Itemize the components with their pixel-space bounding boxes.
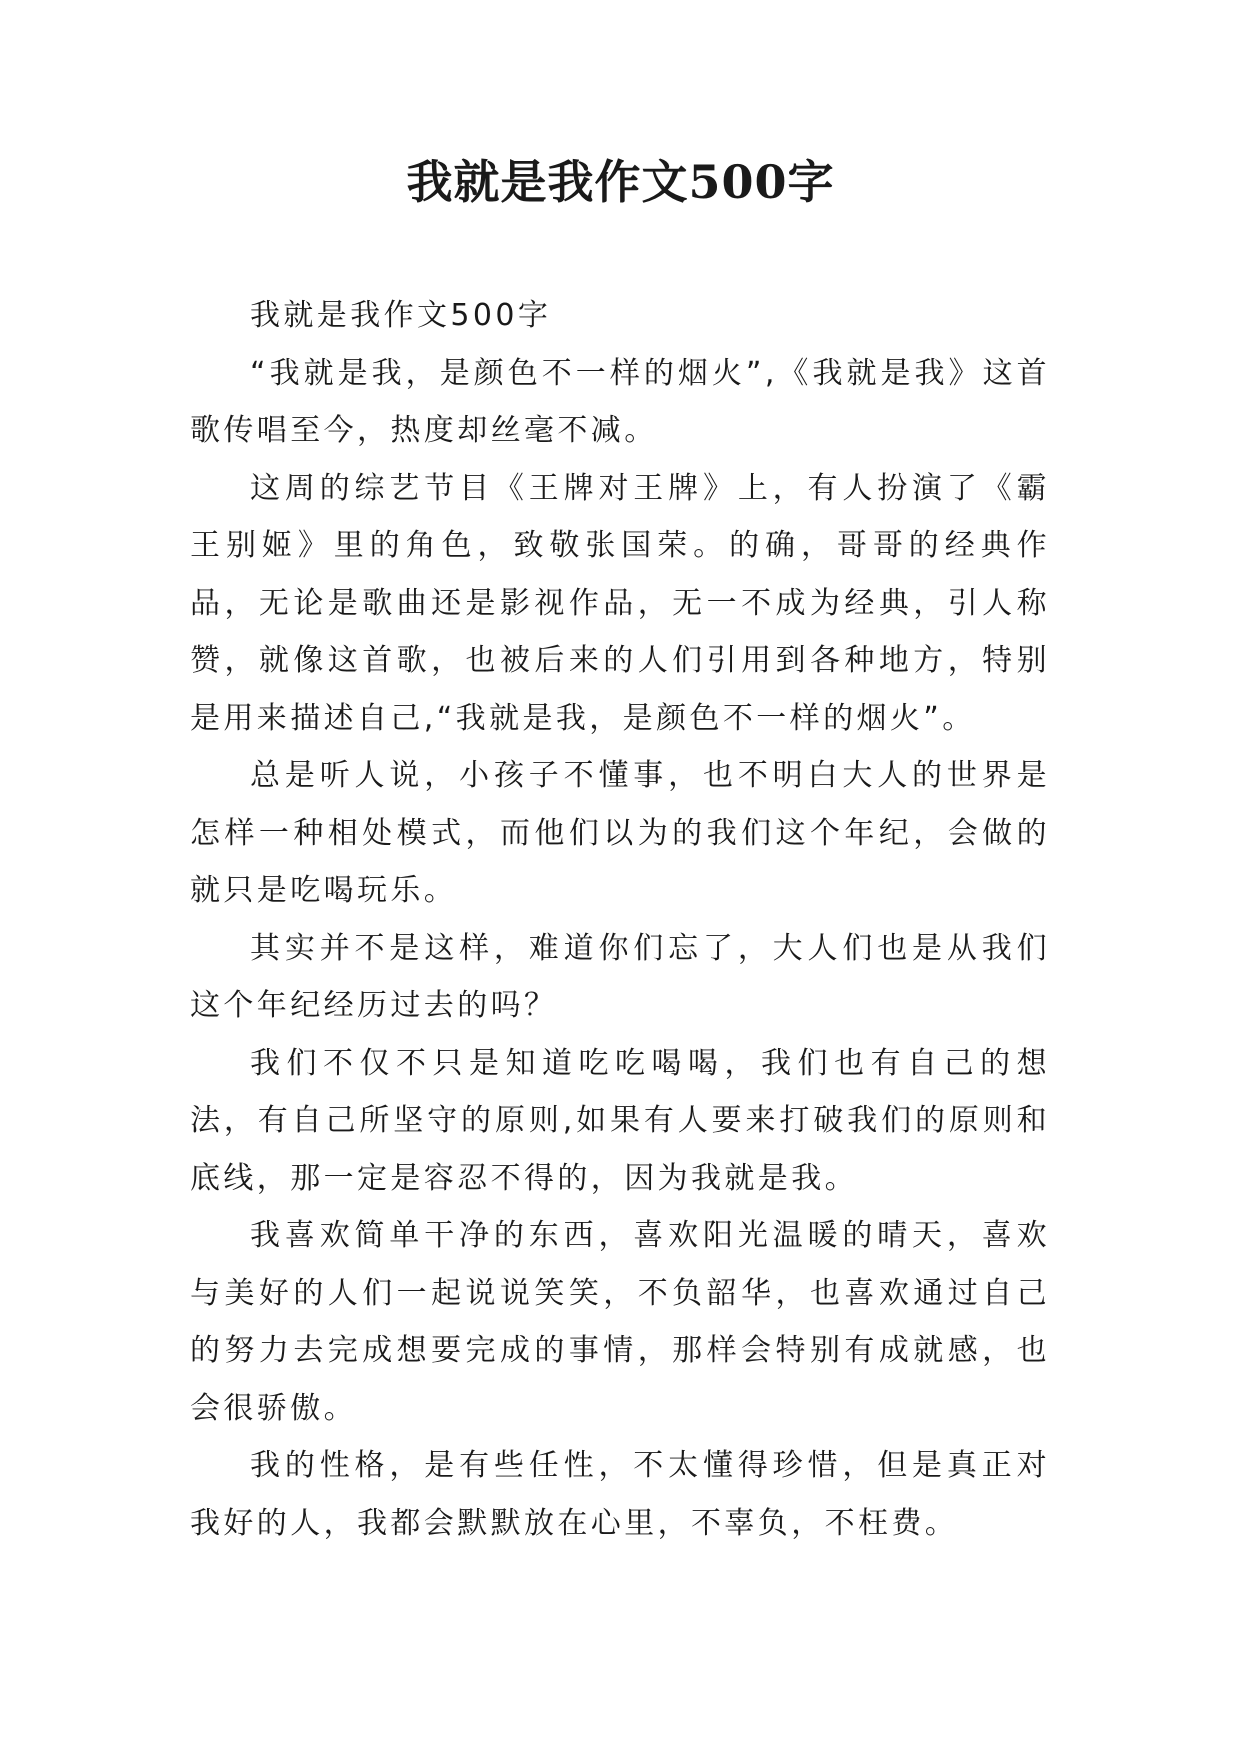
- paragraph: 我喜欢简单干净的东西，喜欢阳光温暖的晴天，喜欢与美好的人们一起说说笑笑，不负韶华，也喜欢通过自己的努力去完成想要完成的事情，那样会特别有成就感，也会很骄傲。: [190, 1218, 1050, 1426]
- paragraph: 总是听人说，小孩子不懂事，也不明白大人的世界是怎样一种相处模式，而他们以为的我们这个年纪，会做的就只是吃喝玩乐。: [190, 758, 1050, 908]
- paragraph: 这周的综艺节目《王牌对王牌》上，有人扮演了《霸王别姬》里的角色，致敬张国荣。的确，哥哥的经典作品，无论是歌曲还是影视作品，无一不成为经典，引人称赞，就像这首歌，也被后来的人们引用到各种地方，特别是用来描述自己,“我就是我，是颜色不一样的烟火”。: [190, 470, 1050, 736]
- paragraph: 我们不仅不只是知道吃吃喝喝，我们也有自己的想法，有自己所坚守的原则,如果有人要来打破我们的原则和底线，那一定是容忍不得的，因为我就是我。: [190, 1045, 1050, 1196]
- document-body: [190, 287, 1050, 1552]
- paragraph: “我就是我，是颜色不一样的烟火”,《我就是我》这首歌传唱至今，热度却丝毫不减。: [190, 355, 1050, 448]
- paragraph: 其实并不是这样，难道你们忘了，大人们也是从我们这个年纪经历过去的吗？: [190, 930, 1050, 1023]
- paragraph: 我的性格，是有些任性，不太懂得珍惜，但是真正对我好的人，我都会默默放在心里，不辜负，不枉费。: [190, 1448, 1050, 1541]
- paragraph: 我就是我作文500字: [250, 298, 552, 333]
- document-title: 我就是我作文500字: [406, 155, 835, 209]
